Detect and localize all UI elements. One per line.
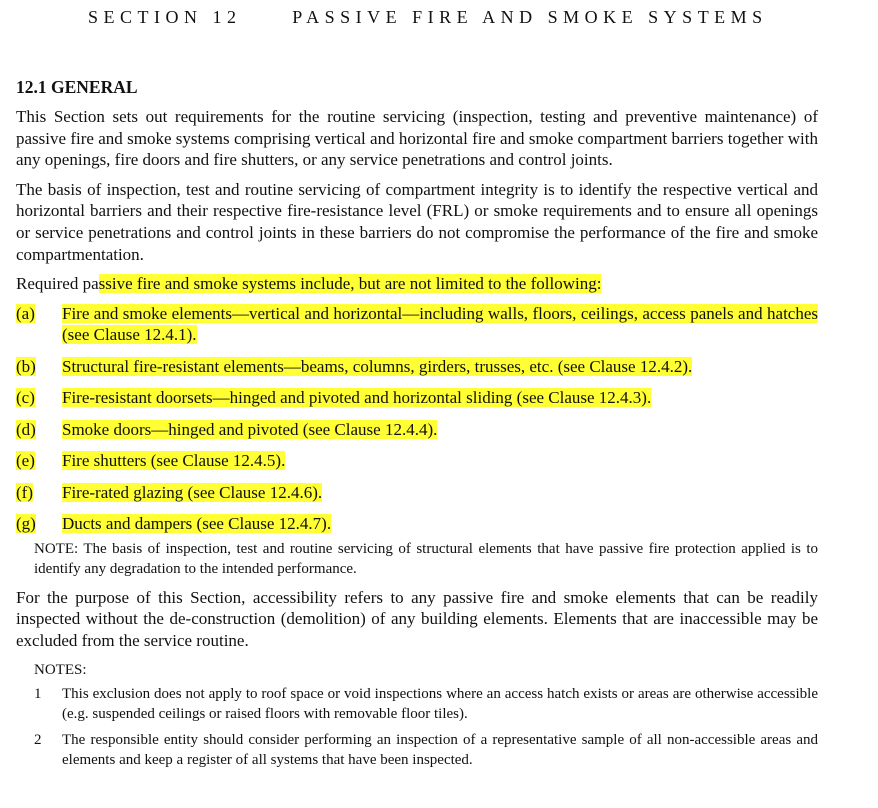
list-item-text: Ducts and dampers (see Clause 12.4.7). xyxy=(62,514,332,534)
list-item xyxy=(16,419,818,441)
list-item xyxy=(16,513,818,535)
list-item-label: (a) xyxy=(16,303,35,323)
clause-heading: 12.1 GENERAL xyxy=(16,77,138,97)
section-title: PASSIVE FIRE AND SMOKE SYSTEMS xyxy=(292,7,768,27)
paragraph-basis: The basis of inspection, test and routine servicing of compartment integrity is to identify the respective vertical and horizontal barriers and their respective fire-resistance level (FRL) or smoke requirements and to ensure all openings or service penetrations and control joints in these barriers do not compromise the performance of the fire and smoke compartmentation. xyxy=(16,179,818,264)
list-item-label: (e) xyxy=(16,451,35,471)
notes-heading: NOTES: xyxy=(34,661,87,678)
note-number: 1 xyxy=(34,685,42,702)
clause-content xyxy=(16,76,818,776)
list-item-text: Structural fire-resistant elements—beams, columns, girders, trusses, etc. (see Clause 12.4.2). xyxy=(62,356,693,376)
section-number: SECTION 12 xyxy=(88,7,242,27)
list-item-text: Fire and smoke elements—vertical and horizontal—including walls, floors, ceilings, access panels and hatches (see Clause 12.4.1). xyxy=(62,303,818,345)
list-item-text: Fire-rated glazing (see Clause 12.4.6). xyxy=(62,482,323,502)
list-intro-highlighted: ssive fire and smoke systems include, but are not limited to the following: xyxy=(98,274,602,294)
note-item xyxy=(34,730,818,770)
list-item-text: Smoke doors—hinged and pivoted (see Clause 12.4.4). xyxy=(62,419,438,439)
list-item-text: Fire shutters (see Clause 12.4.5). xyxy=(62,451,286,471)
list-item-label: (g) xyxy=(16,514,36,534)
note-item xyxy=(34,684,818,724)
list-item-label: (b) xyxy=(16,356,36,376)
note-number: 2 xyxy=(34,731,42,748)
list-item-label: (d) xyxy=(16,419,36,439)
list-intro-plain: Required pa xyxy=(16,274,99,294)
list-item xyxy=(16,450,818,472)
paragraph-accessibility: For the purpose of this Section, accessibility refers to any passive fire and smoke elements that can be readily inspected without the de-construction (demolition) of any building elements. Elements that are inaccessible may be excluded from the service routine. xyxy=(16,587,818,650)
list-item xyxy=(16,387,818,409)
list-item xyxy=(16,303,818,346)
list-item-label: (c) xyxy=(16,388,35,408)
note-text: This exclusion does not apply to roof space or void inspections where an access hatch exists or areas are otherwise accessible (e.g. suspended ceilings or raised floors with removable floor tiles). xyxy=(62,685,818,722)
paragraph-scope: This Section sets out requirements for the routine servicing (inspection, testing and preventive maintenance) of passive fire and smoke systems comprising vertical and horizontal fire and smoke compartment barriers together with any openings, fire doors and fire shutters, or any service penetrations and control joints. xyxy=(16,107,818,170)
structural-note: NOTE: The basis of inspection, test and routine servicing of structural elements that have passive fire protection applied is to identify any degradation to the intended performance. xyxy=(34,540,818,577)
list-item-text: Fire-resistant doorsets—hinged and pivoted and horizontal sliding (see Clause 12.4.3). xyxy=(62,388,652,408)
list-intro xyxy=(16,273,818,295)
list-item xyxy=(16,482,818,504)
note-text: The responsible entity should consider performing an inspection of a representative sample of all non-accessible areas and elements and keep a register of all systems that have been inspected. xyxy=(62,731,818,768)
list-item xyxy=(16,356,818,378)
list-item-label: (f) xyxy=(16,482,33,502)
systems-list xyxy=(16,303,818,535)
